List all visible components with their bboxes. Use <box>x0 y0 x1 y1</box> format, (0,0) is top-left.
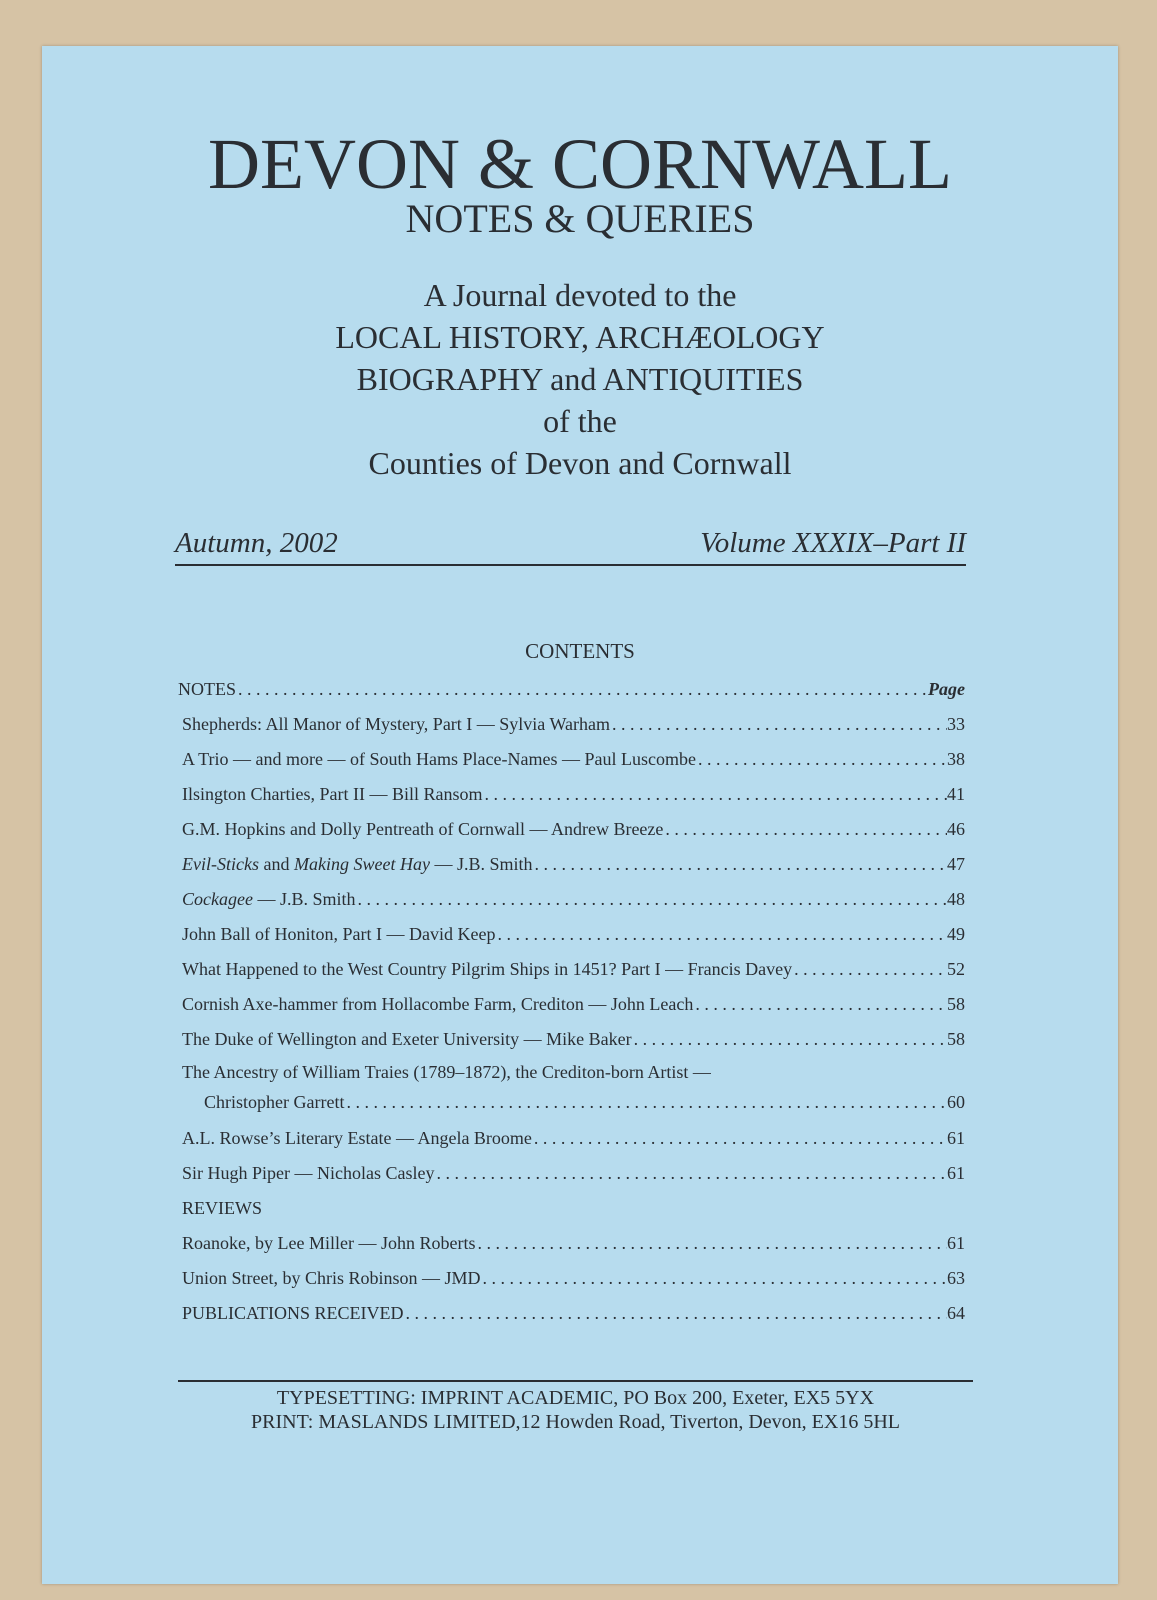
toc-entry <box>178 1156 965 1191</box>
toc-entry <box>178 742 965 777</box>
toc-entry-italic-title: Evil-Sticks <box>182 854 259 874</box>
notes-label: NOTES <box>178 679 236 699</box>
toc-entry-title: A Trio — and more — of South Hams Place-Names — Paul Luscombe <box>182 749 696 769</box>
issue-dateline <box>175 524 966 566</box>
page-column-label: Page <box>928 679 965 699</box>
dot-leader <box>344 1087 947 1117</box>
toc-entry-page: 64 <box>947 1303 965 1323</box>
description-line: LOCAL HISTORY, ARCHÆOLOGY <box>335 319 825 355</box>
journal-subtitle: NOTES & QUERIES <box>405 196 755 241</box>
toc-entry-title: Sir Hugh Piper — Nicholas Casley <box>182 1163 435 1183</box>
dot-leader <box>792 952 947 987</box>
description-line: BIOGRAPHY and ANTIQUITIES <box>356 361 804 397</box>
toc-entry-page: 63 <box>947 1268 965 1288</box>
dot-leader <box>663 812 947 847</box>
toc-entry-title: The Duke of Wellington and Exeter University — Mike Baker <box>182 1029 632 1049</box>
toc-entry-page: 61 <box>947 1163 965 1183</box>
toc-entry-page: 52 <box>947 959 965 979</box>
footer-divider <box>178 1380 973 1382</box>
toc-entry-title: The Ancestry of William Traies (1789–1872), the Crediton-born Artist — <box>182 1062 711 1082</box>
toc-entry-title: Cornish Axe-hammer from Hollacombe Farm, Crediton — John Leach <box>182 994 694 1014</box>
description-line: of the <box>543 403 617 439</box>
toc-entry-title: A.L. Rowse’s Literary Estate — Angela Broome <box>182 1128 532 1148</box>
toc-entry <box>178 812 965 847</box>
toc-entry-title-part: — J.B. Smith <box>429 854 533 874</box>
typesetting-credit: TYPESETTING: IMPRINT ACADEMIC, PO Box 200, Exeter, EX5 5YX <box>276 1387 875 1409</box>
print-credit: PRINT: MASLANDS LIMITED,12 Howden Road, Tiverton, Devon, EX16 5HL <box>251 1411 900 1433</box>
issue-volume: Volume XXXIX–Part II <box>700 527 966 559</box>
journal-title: DEVON & CORNWALL <box>208 124 952 204</box>
description-line: Counties of Devon and Cornwall <box>368 445 792 481</box>
dot-leader <box>696 742 947 777</box>
toc-entry-continuation <box>178 1087 965 1117</box>
dot-leader <box>532 1121 947 1156</box>
toc-entry-title: Shepherds: All Manor of Mystery, Part I — Sylvia Warham <box>182 714 610 734</box>
toc-entry-page: 48 <box>947 889 965 909</box>
toc-entry-page: 60 <box>947 1092 965 1112</box>
toc-entry <box>178 707 965 742</box>
reviews-label: REVIEWS <box>182 1198 262 1218</box>
dot-leader <box>693 987 947 1022</box>
description-line: A Journal devoted to the <box>423 277 737 313</box>
issue-season: Autumn, 2002 <box>175 527 338 559</box>
toc-entry-two-line <box>178 1057 965 1121</box>
toc-entry-page: 46 <box>947 819 965 839</box>
toc-entry-page: 33 <box>947 714 965 734</box>
toc-entry-page: 58 <box>947 994 965 1014</box>
toc-header-row <box>178 672 965 707</box>
toc-entry <box>178 987 965 1022</box>
toc-entry-page: 38 <box>947 749 965 769</box>
toc-entry-page: 61 <box>947 1233 965 1253</box>
dot-leader <box>632 1022 947 1057</box>
dot-leader <box>475 1226 947 1261</box>
toc-entry-title: G.M. Hopkins and Dolly Pentreath of Cornwall — Andrew Breeze <box>182 819 664 839</box>
toc-entry-italic-title: Cockagee <box>182 889 253 909</box>
dot-leader <box>532 847 947 882</box>
toc-entry <box>178 917 965 952</box>
toc-entry <box>178 1261 965 1296</box>
toc-entry-title: John Ball of Honiton, Part I — David Keep <box>182 924 496 944</box>
toc-entry-title: Union Street, by Chris Robinson — JMD <box>182 1268 481 1288</box>
dot-leader <box>434 1156 947 1191</box>
toc-entry-page: 41 <box>947 784 965 804</box>
toc-entry <box>178 847 965 882</box>
toc-entry-title: Roanoke, by Lee Miller — John Roberts <box>182 1233 476 1253</box>
toc-entry-title: What Happened to the West Country Pilgrim Ships in 1451? Part I — Francis Davey <box>182 959 793 979</box>
contents-heading: CONTENTS <box>525 639 635 663</box>
dot-leader <box>236 672 928 707</box>
toc-entry-author: Christopher Garrett <box>204 1092 345 1112</box>
dot-leader <box>404 1296 947 1331</box>
dot-leader <box>482 777 947 812</box>
toc-entry-page: 58 <box>947 1029 965 1049</box>
toc-entry <box>178 1022 965 1057</box>
toc-entry <box>178 1296 965 1331</box>
dot-leader <box>356 882 948 917</box>
toc-entry-page: 49 <box>947 924 965 944</box>
dot-leader <box>610 707 947 742</box>
toc-entry <box>178 777 965 812</box>
toc-entry-title <box>182 847 532 882</box>
toc-entry-italic-title: Making Sweet Hay <box>293 854 430 874</box>
toc-entry <box>178 1226 965 1261</box>
dot-leader <box>495 917 947 952</box>
toc-entry-title: Ilsington Charties, Part II — Bill Ransom <box>182 784 483 804</box>
journal-description <box>42 274 1118 484</box>
toc-entry <box>178 882 965 917</box>
toc-entry <box>178 952 965 987</box>
toc-entry-title-part: — J.B. Smith <box>252 889 356 909</box>
toc-entry-page: 47 <box>947 854 965 874</box>
toc-entry-title <box>182 882 356 917</box>
imprint-footer <box>178 1386 973 1434</box>
toc-entry-title-part: and <box>258 854 294 874</box>
table-of-contents <box>178 672 965 1331</box>
toc-entry <box>178 1121 965 1156</box>
dot-leader <box>481 1261 947 1296</box>
toc-entry-page: 61 <box>947 1128 965 1148</box>
journal-cover <box>42 46 1118 1584</box>
toc-entry-title: PUBLICATIONS RECEIVED <box>182 1303 404 1323</box>
